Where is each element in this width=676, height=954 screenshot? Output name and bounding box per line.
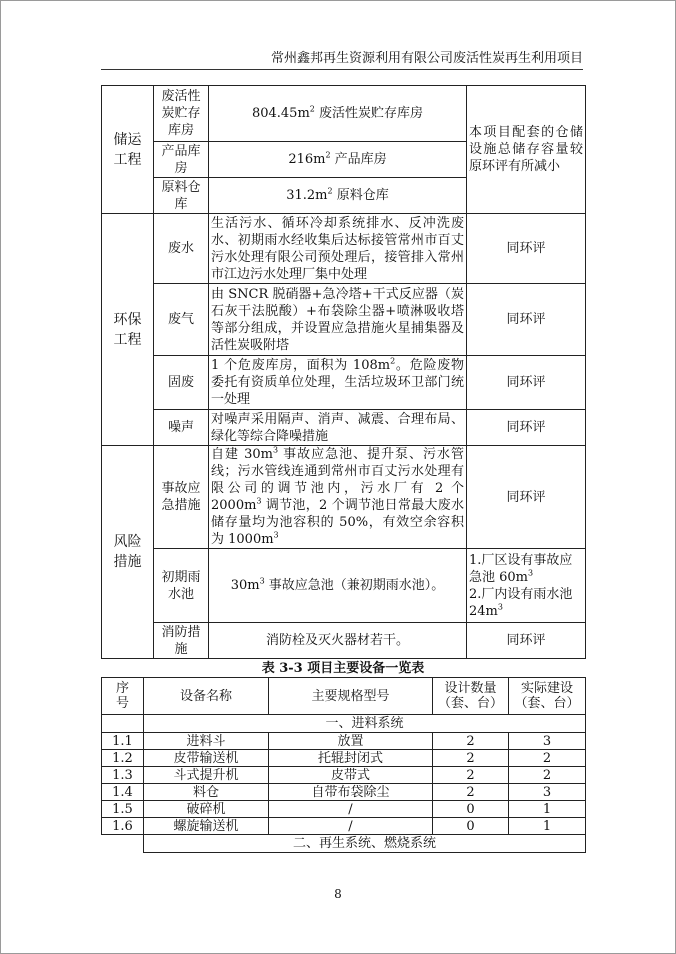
col-header: 实际建设 （套、台） [509,678,586,715]
cell-spec: / [269,801,433,818]
cell-spec: 放置 [269,733,433,750]
cell-no: 1.1 [102,733,144,750]
cell-no: 1.5 [102,801,144,818]
item-name: 固废 [154,356,209,410]
cell-actual: 1 [509,818,586,835]
table-row [102,767,586,784]
item-desc: 自建 $30m^3$ 事故应急池、提升泵、污水管线；污水管线连通到常州市百丈污水处理有限公司的调节池内，污水厂有 2 个 $2000m^3$ 调节池，2 个调节池日常最大废水储存量均为池容积的 50%，有效空余容积为 $1000m^3$ [209,446,467,549]
section-row [102,715,586,733]
category-storage [102,86,154,214]
table-row [102,801,586,818]
category-risk [102,446,154,659]
table-row [102,818,586,835]
storage-note: 本项目配套的仓储设施总储存容量较原环评有所减小 [467,86,586,214]
item-desc: 对噪声采用隔声、消声、减震、合理布局、绿化等综合降噪措施 [209,410,467,446]
item-desc: 消防栓及灭火器材若干。 [209,623,467,659]
cell-actual: 3 [509,784,586,801]
cell-spec: 托辊封闭式 [269,750,433,767]
item-desc: $31.2m^2$ 原料仓库 [209,178,467,214]
item-name: 原料仓 库 [154,178,209,214]
table-row [102,549,586,623]
table-row [102,733,586,750]
table-row [102,623,586,659]
item-name: 废气 [154,284,209,356]
cell-actual: 3 [509,733,586,750]
cell-no: 1.2 [102,750,144,767]
cell-actual: 2 [509,750,586,767]
cell-spec: 自带布袋除尘 [269,784,433,801]
item-note: 同环评 [467,446,586,549]
cell-actual: 2 [509,767,586,784]
col-header: 设计数量 （套、台） [433,678,509,715]
table-caption: 表 3-3 项目主要设备一览表 [261,661,425,676]
table-row [102,86,586,142]
item-note: 同环评 [467,410,586,446]
page-header: 常州鑫邦再生资源利用有限公司废活性炭再生利用项目 [101,49,583,70]
table-header-row [102,678,586,715]
cell-name: 皮带输送机 [144,750,269,767]
col-header: 设备名称 [144,678,269,715]
table-row [102,356,586,410]
item-desc: 生活污水、循环冷却系统排水、反冲洗废水、初期雨水经收集后达标接管常州市百丈污水处理有限公司预处理后，接管排入常州市江边污水处理厂集中处理 [209,214,467,284]
item-note: 同环评 [467,284,586,356]
page-number: 8 [334,887,342,901]
table-row [102,214,586,284]
cell-design: 2 [433,750,509,767]
cell-design: 0 [433,801,509,818]
table-row [102,284,586,356]
item-name: 废水 [154,214,209,284]
item-note: 同环评 [467,623,586,659]
cell-design: 2 [433,784,509,801]
item-name: 消防措 施 [154,623,209,659]
cell-name: 料仓 [144,784,269,801]
item-desc: $30m^3$ 事故应急池（兼初期雨水池）。 [209,549,467,623]
cell-design: 0 [433,818,509,835]
equipment-table [101,677,586,853]
cell-name: 螺旋输送机 [144,818,269,835]
section-row [102,835,586,853]
cell-name: 破碎机 [144,801,269,818]
item-desc: 由 SNCR 脱硝器+急冷塔+干式反应器（炭石灰干法脱酸）+布袋除尘器+喷淋吸收塔等部分组成，并设置应急措施火星捕集器及活性炭吸附塔 [209,284,467,356]
item-name: 产品库 房 [154,142,209,178]
item-name: 噪声 [154,410,209,446]
section-spacer [102,835,144,853]
item-desc: $216m^2$ 产品库房 [209,142,467,178]
table-row [102,784,586,801]
cell-design: 2 [433,733,509,750]
category-label: 储运 工程 [113,131,142,168]
table-row [102,446,586,549]
col-header: 序 号 [102,678,144,715]
item-note: 同环评 [467,356,586,410]
cell-actual: 1 [509,801,586,818]
item-name: 事故应 急措施 [154,446,209,549]
table-row [102,410,586,446]
cell-no: 1.6 [102,818,144,835]
cell-name: 斗式提升机 [144,767,269,784]
cell-spec: / [269,818,433,835]
table-row [102,750,586,767]
item-desc: $804.45m^2$ 废活性炭贮存库房 [209,86,467,142]
category-label: 风险 措施 [113,534,142,570]
category-label: 环保 工程 [113,311,142,348]
engineering-table [101,85,586,659]
cell-no: 1.4 [102,784,144,801]
item-name: 初期雨 水池 [154,549,209,623]
item-note: 同环评 [467,214,586,284]
section-title: 一、进料系统 [144,715,586,733]
col-header: 主要规格型号 [269,678,433,715]
cell-design: 2 [433,767,509,784]
cell-no: 1.3 [102,767,144,784]
item-note: 1.厂区设有事故应急池 $60m^3$ 2.厂内设有雨水池 $24m^3$ [467,549,586,623]
cell-name: 进料斗 [144,733,269,750]
cell-spec: 皮带式 [269,767,433,784]
section-title: 二、再生系统、燃烧系统 [144,835,586,853]
category-env [102,214,154,446]
item-name: 废活性 炭贮存 库房 [154,86,209,142]
section-spacer [102,715,144,733]
item-desc: 1 个危废库房，面积为 $108m^2$。危险废物委托有资质单位处理，生活垃圾环卫部门统一处理 [209,356,467,410]
